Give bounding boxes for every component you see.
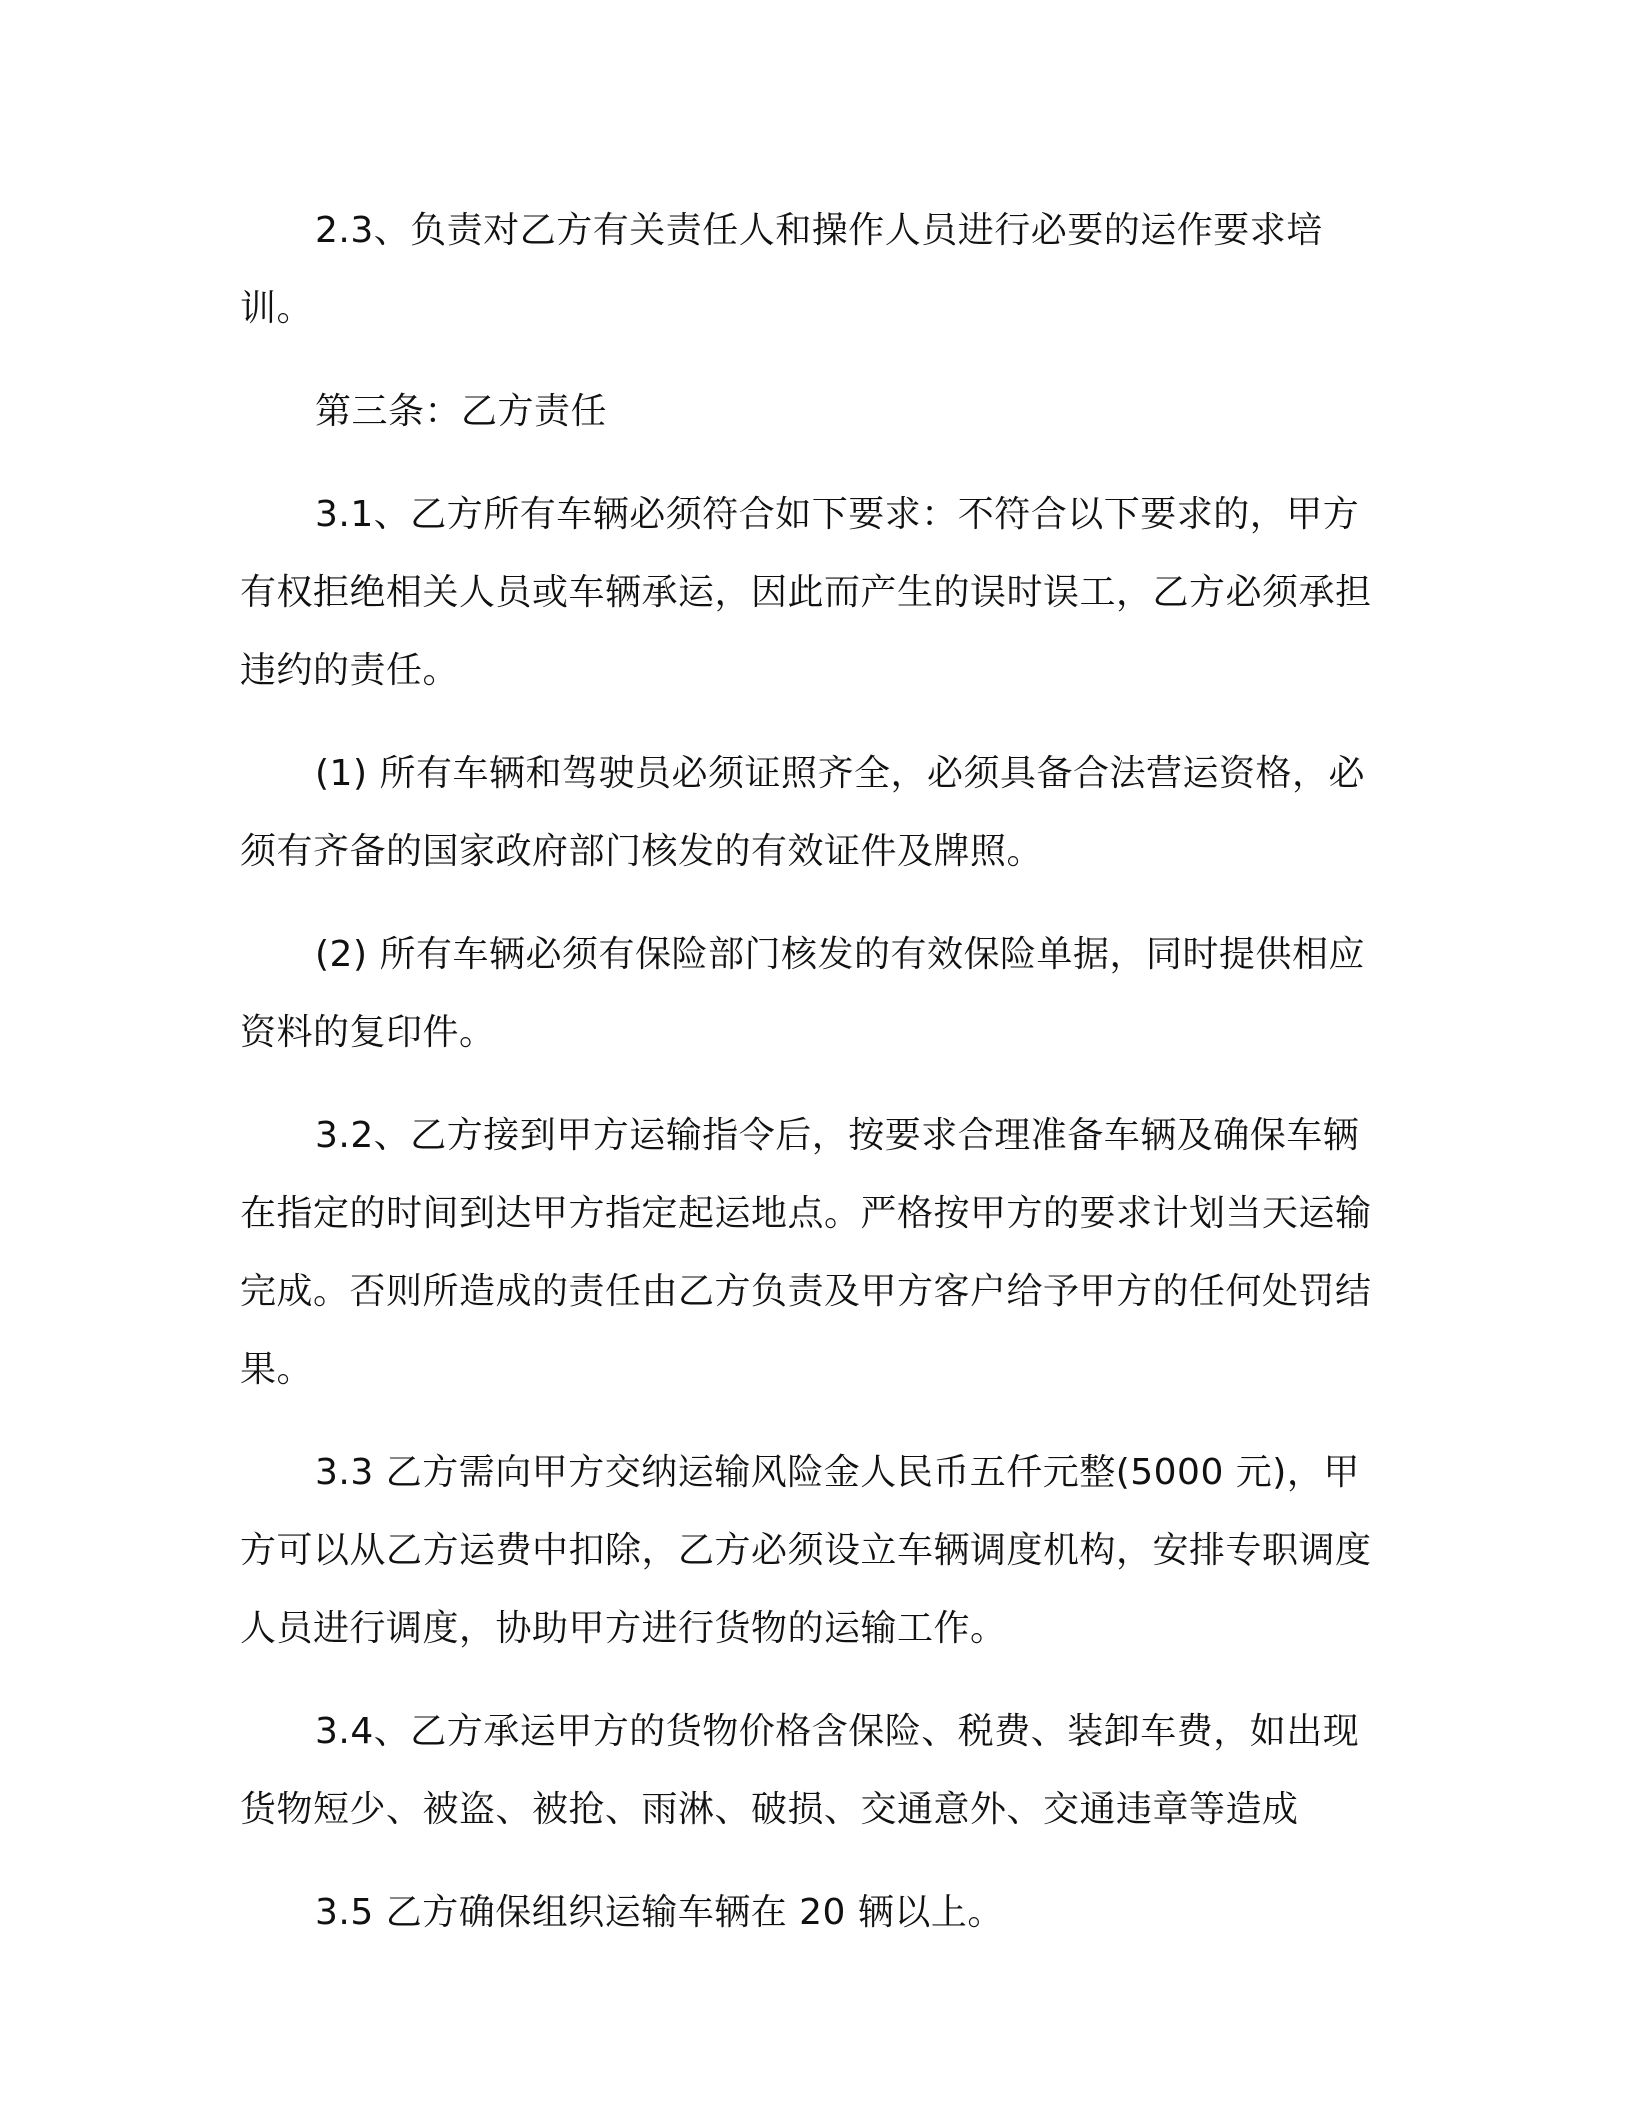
paragraph-3-1-item-1: (1) 所有车辆和驾驶员必须证照齐全，必须具备合法营运资格，必须有齐备的国家政府部门核发的有效证件及牌照。 xyxy=(240,753,1365,872)
section-heading-article-3: 第三条：乙方责任 xyxy=(315,391,608,432)
paragraph-3-2: 3.2、乙方接到甲方运输指令后，按要求合理准备车辆及确保车辆在指定的时间到达甲方指定起运地点。严格按甲方的要求计划当天运输完成。否则所造成的责任由乙方负责及甲方客户给予甲方的任何处罚结果。 xyxy=(240,1115,1372,1390)
paragraph-2-3: 2.3、负责对乙方有关责任人和操作人员进行必要的运作要求培训。 xyxy=(240,210,1323,329)
paragraph-3-3: 3.3 乙方需向甲方交纳运输风险金人民币五仟元整(5000 元)，甲方可以从乙方运费中扣除，乙方必须设立车辆调度机构，安排专职调度人员进行调度，协助甲方进行货物的运输工作。 xyxy=(240,1452,1372,1649)
paragraph-3-4: 3.4、乙方承运甲方的货物价格含保险、税费、装卸车费，如出现货物短少、被盗、被抢、雨淋、破损、交通意外、交通违章等造成 xyxy=(240,1711,1360,1830)
document-body xyxy=(240,192,1390,1977)
paragraph-3-5: 3.5 乙方确保组织运输车辆在 20 辆以上。 xyxy=(315,1892,1004,1933)
paragraph-3-1-item-2: (2) 所有车辆必须有保险部门核发的有效保险单据，同时提供相应资料的复印件。 xyxy=(240,934,1365,1053)
paragraph-3-1: 3.1、乙方所有车辆必须符合如下要求：不符合以下要求的，甲方有权拒绝相关人员或车辆承运，因此而产生的误时误工，乙方必须承担违约的责任。 xyxy=(240,494,1372,691)
